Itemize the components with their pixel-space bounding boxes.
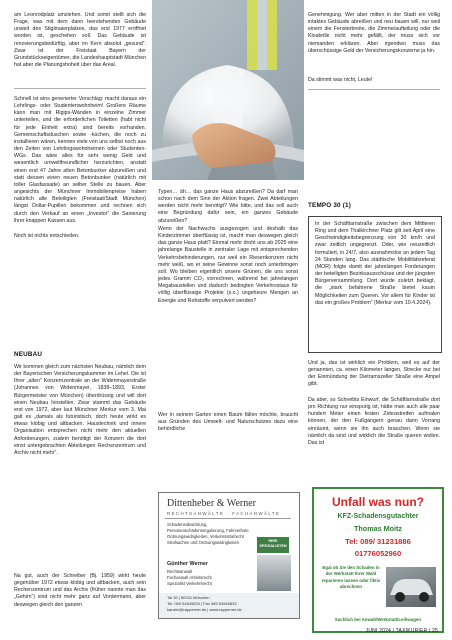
ad1-role: Fachanwalt Arbeitsrecht	[167, 575, 212, 580]
ad2-car-photo	[386, 567, 436, 607]
tempo-heading: TEMPO 30 (1)	[308, 202, 351, 209]
ad1-services	[167, 522, 255, 546]
ad1-divider	[165, 518, 291, 519]
tempo-box	[308, 216, 442, 353]
ad2-footer: Sachlich bei Anwalt/Werkstatt/Leihwagen	[334, 617, 422, 622]
col2-paragraph-2: Wenn der Nachwuchs ausgezogen und deshalb das Kinderzimmer überflüssig ist, macht man deswegen gleich das ganze Haus platt? Einmal mehr droht uns ab 2025 eine jahrelange Baustelle in zentraler Lage mit entsprechenden Verkehrsbehinderungen, nur weil ein Riesenkonzern nicht mehr weiß, wo er seine Gewinne sonst noch unterbringen soll. Wo bleiben eigentlich unsere Grünen, die uns sonst jedes Gramm CO₂ vorrechnen, während bei jahrelangen Megabaustellen und dadurch bedingten Verkehrsstaus für völlig überflüssige Projekte (s.o.) ungeheure Mengen an Energie und Rohstoffe verpulvert werden?	[158, 226, 298, 304]
col1-top-paragraph: am Leonrodplatz umziehen. Und somit stellt sich die Frage, was mit dem dann leerstehenden Gebäude unweit des Stiglmaierplatzes, das erst 1977 eröffnet worden ist, geschehen soll. Das Gebäude ist renovierungsbedürftig, aber im Kern absolut „gesund“. Zwar ist der Freistaat Bayern der Grundstückseigentümer, die Landeshauptstadt München hat aber die Planungshoheit über das Areal.	[14, 12, 146, 69]
ad1-service: Ordnungswidrigkeiten, Verkehrsstrafrecht	[167, 534, 244, 539]
ad1-name: Dittenheber & Werner	[167, 498, 256, 509]
ad2-body: Egal ob Sie den Schaden in der Werkstatt Ihrer Wahl reparieren lassen oder fiktiv abrechnen	[321, 565, 381, 590]
ad1-service: Schadensabwicklung, Personenschädensregulierung, Fahrverbote	[167, 522, 249, 533]
not-decided-paragraph: Noch ist nichts entschieden.	[14, 232, 80, 239]
neubau-heading: NEUBAU	[14, 351, 43, 358]
ad1-person: Günther Werner	[167, 561, 208, 567]
ad1-role: Spezialist Verkehrsrecht	[167, 581, 212, 586]
ad1-phone: Tel. 089 54549830 | Fax 089 54549833	[167, 601, 237, 606]
page-footer: JUNI 2024 / TAXIKURIER / 25	[365, 628, 438, 634]
ad1-badge: IHRE SPEZIALISTEN	[257, 537, 289, 553]
ad1-service: Strafsachen und Ordnungswidrigkeiten	[167, 540, 240, 545]
ad2-phone: Tel: 089/ 31231886	[345, 537, 411, 546]
damaged-car-icon	[386, 567, 436, 607]
ad2-headline: Unfall was nun?	[331, 495, 424, 509]
col2-paragraph-3: Wer in seinem Garten einen Baum fällen möchte, braucht aus Gründen des Umwelt- und Naturschutzes dazu eine behördliche	[158, 412, 298, 433]
ad1-portrait	[257, 555, 291, 591]
ad2-mobile: 01776052960	[354, 549, 402, 558]
col3-paragraph-2: Da stimmt was nicht, Leute!	[308, 77, 373, 83]
col1-mid-paragraph	[14, 96, 146, 240]
ad1-address: Tal 30 | 80331 München	[167, 595, 210, 600]
col1-bottom-paragraph: Na gut, auch der Schreiber (Bj. 1959) wirkt heute gegenüber 1972 etwas klobig und altbacken, auch sein Rechenzentrum und das Archiv (früher nannte man das „Gehirn“) sind nicht mehr ganz auf Vordermann, aber deswegen gleich den ganzen	[14, 573, 146, 608]
law-firm-ad	[158, 492, 300, 619]
hard-hat-illustration	[152, 0, 304, 180]
col2-paragraph-1: Typen… äh… das ganze Haus abzureißen? Da darf man schon nach dem Sinn der Aktion fragen. Zwei Abteilungen werden nicht mehr benötigt? Wie bitte, und das soll auch eine Begründung dafür sein, ein ganzes Gebäude abzureißen?	[158, 189, 298, 224]
ad1-contact-bar	[159, 593, 299, 618]
col3-paragraph-4: Da aber, so Schreibts Einwurf, die Schäftlarnstraße dort pro Richtung nur einspurig ist, hätte man auch alle paar hundert Meter einen festen Zebrastreifen aufmalen können, der den Fußgängern genau dann Vorrang einräumt, wenn sie ihn auch brauchen. Wenn sie nämlich da sind und wirklich die Straße queren wollen. Das ist	[308, 397, 440, 446]
col3-paragraph-3: Und ja, das ist wirklich ein Problem, weil es auf der genannten, ca. einen Kilometer langen, Strecke nur bei der Einmündung der Dietramszeller Straße eine Ampel gibt.	[308, 360, 440, 388]
gutachter-ad	[312, 487, 444, 633]
helmet-photo	[152, 0, 304, 180]
ad1-email: kanzlei@rapperner.de | www.rapperner.de	[167, 607, 242, 612]
ad1-role: Rechtsanwalt	[167, 569, 193, 574]
col1-neubau-paragraph: Wir kommen gleich zum nächsten Neubau, nämlich dem der Bayerischen Versicherungskammer im Lehel. Die ist Ihrer „alten“ Konzernzentrale an der Widenmayerstraße (Johannes von Widenmayer, 1838–1893, Erster Bürgermeister von München) überdrüssig und will dort einen Neubau hinstellen. Zwar stammt das Gebäude erst von 1972, aber laut Münchner Merkur vom 3. Mai galt es „damals als futuristisch, doch heute wirkt es etwas klobig und altbacken. Haustechnik und innere Organisation entsprechen nicht mehr den aktuellen Anforderungen, zudem benötigt der Konzern die dort einst untergebrachten Abteilungen Rechenzentrum und Archiv nicht mehr“.	[14, 364, 146, 456]
ad2-person: Thomas Moitz	[354, 524, 402, 533]
ad2-subtitle: KFZ-Schadensgutachter	[337, 513, 419, 520]
column-divider	[308, 89, 440, 90]
proposal-paragraph: Schnell ist eins generierter Vorschlag: macht daraus ein Lehrlings- oder Studentenwohnheim! Großere Räume kann man mit Rigips-Wänden in einzelne Zimmer unterteilen, und die erforderlichen Toiletten (habt nicht für jede Einheit extra) sind bereits vorhanden. Gemeinschaftsduschen sowie -küchen, die noch zu installieren wären, kennen viele von uns selbst noch aus den Zeiten von Lehrlingswohnheimen oder Studenten-WGs. Das wäre alles für sehr wenig Geld und wesentlich umweltfreundlicher herzurichten, anstatt einen erst 47 Jahre alten Betonbunker abzureißen und statt dessen einen neuen Betonbunker (natürlich mit toller Glasfassade) an selber Stelle zu bauen. Aber angesichts der Münchner Immobilienpreise haben natürlich alle Beteiligten (Freistaat/Stadt München) längst Dollar-Pupillen bekommen und rechnen sich durch den Verkauf an einen „Investor“ die Sanierung ihrer knappen Kassen aus.	[14, 96, 146, 224]
col3-paragraph-1: Genehmigung. Wer aber mitten in der Stadt ein völlig intaktes Gebäude abreißen und neu bauen will, nur weil einem die Fensterbreite, die Zimmeraufteilung oder die Kloabrille nicht mehr gefällt, der muss sich vor niemanden erklären. Aber irgendwo muss das überschüssige Geld der Versicherungskonzerne ja hin.	[308, 12, 440, 54]
column-divider	[14, 88, 146, 89]
tempo-box-text: In der Schäftlarnstraße zwischen dem Mittleren Ring und dem Thalkirchner Platz gilt seit April eine Geschwindigkeitsbegrenzung von 30 km/h und zwar zeitlich ungegrenzt. Oder, wie neuzeitlich formuliert, in 24/7, also ausnahmslos an jedem Tag 24 Stunden lang. Das städtische Mobilitätsreferat (MOR) folgte damit der jahrelangen Forderungen der beteiligten Bezirksausschüsse und der jüngsten Bürgerversammlung. Dort wurde zuletzt beklagt, die „stark befahrene Straße bietet kaum Möglichkeiten zum Queren. Vor allem für Kinder ist das ein großes Problem“ (Merkur vom 10.4.2024).	[315, 221, 435, 306]
ad1-subtitle: RECHTSANWÄLTE · FACHANWÄLTE	[167, 511, 281, 516]
